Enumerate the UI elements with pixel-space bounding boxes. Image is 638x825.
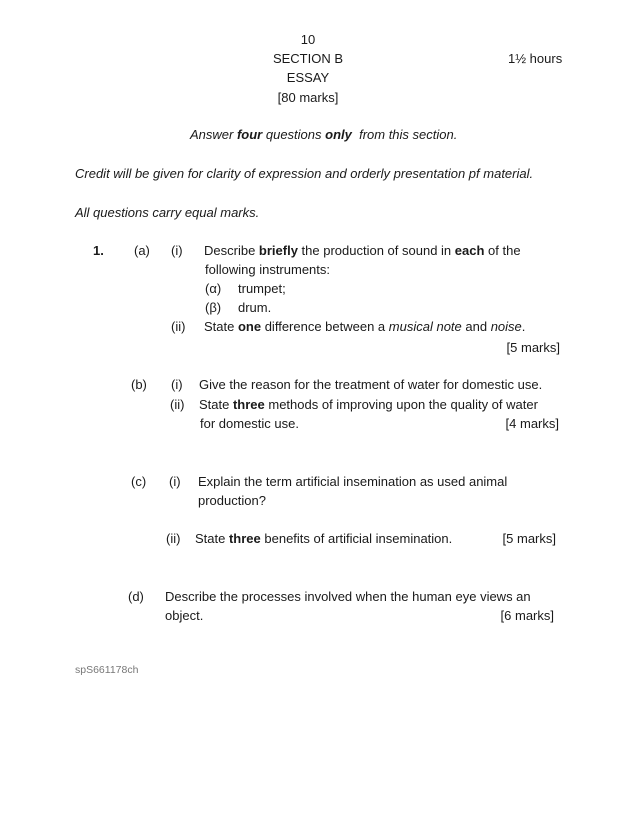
part-c-ii-text	[195, 529, 452, 548]
text: .	[521, 319, 526, 334]
alpha-text: trumpet;	[238, 281, 286, 296]
credit-instruction: Credit will be given for clarity of expression and orderly presentation pf material.	[75, 166, 534, 181]
part-d-marks: [6 marks]	[500, 608, 554, 623]
document-code: spS661178ch	[75, 664, 139, 676]
duration: 1½ hours	[508, 51, 563, 66]
emphasis: musical note	[388, 319, 462, 334]
part-c-i-label: (i)	[169, 474, 181, 489]
text: State	[195, 531, 229, 546]
text: difference between a	[261, 319, 389, 334]
text: State	[204, 319, 238, 334]
part-a-label: (a)	[134, 243, 150, 258]
part-a-ii-text	[204, 317, 525, 336]
emphasis: only	[325, 127, 352, 142]
section-title: SECTION B	[272, 51, 344, 66]
part-d-label: (d)	[128, 589, 144, 604]
page-number: 10	[300, 32, 316, 47]
beta-text: drum.	[238, 300, 272, 315]
part-d-line1: Describe the processes involved when the human eye views an	[165, 589, 531, 604]
part-b-ii-label: (ii)	[170, 397, 185, 412]
text: Describe	[204, 243, 259, 258]
part-b-i-text: Give the reason for the treatment of water for domestic use.	[199, 377, 543, 392]
part-b-label: (b)	[131, 377, 147, 392]
part-c-marks: [5 marks]	[502, 531, 556, 546]
text: and	[461, 319, 491, 334]
part-d-line2: object.	[165, 608, 204, 623]
part-a-ii-label: (ii)	[171, 319, 186, 334]
emphasis: three	[232, 397, 265, 412]
text: of the	[484, 243, 521, 258]
text: from this section.	[351, 127, 458, 142]
part-a-i-line1	[204, 241, 521, 260]
emphasis: noise	[490, 319, 522, 334]
part-c-i-line1: Explain the term artificial insemination as used animal	[198, 474, 508, 489]
text: Answer	[190, 127, 237, 142]
part-b-i-label: (i)	[171, 377, 183, 392]
beta-label: (β)	[205, 300, 222, 315]
part-b-ii-line1	[199, 395, 538, 414]
alpha-label: (α)	[205, 281, 222, 296]
text: benefits of artificial insemination.	[260, 531, 453, 546]
emphasis: briefly	[258, 243, 298, 258]
equal-marks-instruction: All questions carry equal marks.	[75, 205, 260, 220]
emphasis: one	[237, 319, 262, 334]
text: State	[199, 397, 233, 412]
part-a-i-label: (i)	[171, 243, 183, 258]
part-a-marks: [5 marks]	[506, 340, 560, 355]
part-b-marks: [4 marks]	[505, 416, 559, 431]
part-a-i-line2: following instruments:	[205, 262, 330, 277]
emphasis: four	[236, 127, 263, 142]
part-c-label: (c)	[131, 474, 147, 489]
answer-instruction	[190, 125, 457, 144]
section-marks: [80 marks]	[277, 90, 339, 105]
text: questions	[262, 127, 326, 142]
part-c-i-line2: production?	[198, 493, 266, 508]
emphasis: each	[454, 243, 485, 258]
question-number: 1.	[93, 243, 104, 258]
section-type: ESSAY	[286, 70, 330, 85]
text: methods of improving upon the quality of water	[264, 397, 538, 412]
emphasis: three	[228, 531, 261, 546]
text: the production of sound in	[297, 243, 455, 258]
part-b-ii-line2: for domestic use.	[200, 416, 299, 431]
part-c-ii-label: (ii)	[166, 531, 181, 546]
